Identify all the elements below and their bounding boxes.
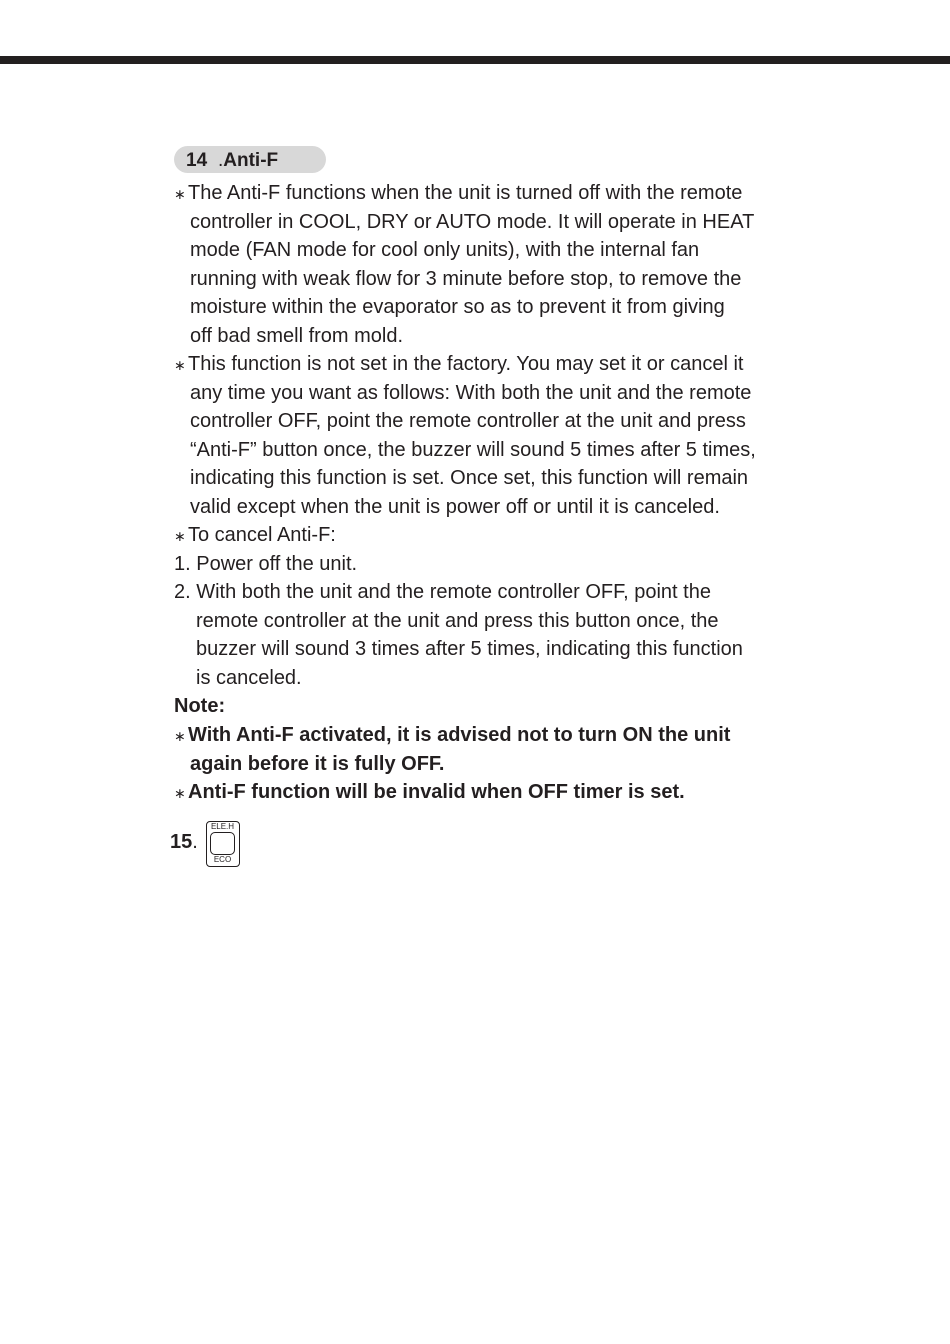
para2-line: This function is not set in the factory. You may set it or cancel it: [188, 353, 744, 375]
eco-button-face: [210, 832, 235, 855]
section-title: [218, 150, 278, 172]
para2-line: indicating this function is set. Once set, this function will remain: [190, 467, 749, 489]
bullet-icon: ∗: [174, 785, 186, 801]
note-2: Anti-F function will be invalid when OFF timer is set.: [188, 781, 685, 803]
cancel-heading: To cancel Anti-F:: [188, 524, 336, 546]
cancel-step-2-line: buzzer will sound 3 times after 5 times, indicating this function: [196, 638, 743, 660]
top-rule: [0, 56, 950, 64]
bullet-icon: ∗: [174, 528, 186, 544]
bullet-icon: ∗: [174, 357, 186, 373]
cancel-step-1: 1. Power off the unit.: [174, 553, 358, 575]
para1-line: running with weak flow for 3 minute before stop, to remove the: [190, 268, 742, 290]
para1-line: The Anti-F functions when the unit is turned off with the remote: [188, 182, 743, 204]
eco-button-icon: [206, 821, 240, 867]
bullet-icon: ∗: [174, 728, 186, 744]
cancel-step-2-line: is canceled.: [196, 667, 302, 689]
para2-line: valid except when the unit is power off or until it is canceled.: [190, 496, 720, 518]
section-14-heading: [174, 146, 326, 173]
section-title-text: Anti-F: [223, 150, 279, 171]
para2-line: any time you want as follows: With both the unit and the remote: [190, 382, 752, 404]
cancel-step-2-line: 2. With both the unit and the remote controller OFF, point the: [174, 581, 711, 603]
para1-line: mode (FAN mode for cool only units), with the internal fan: [190, 239, 700, 261]
para2-line: controller OFF, point the remote controller at the unit and press: [190, 410, 746, 432]
eco-button-top-label: ELE.H: [210, 822, 235, 831]
section-15-dot: .: [192, 831, 198, 853]
section-number: 14: [186, 150, 208, 171]
section-15-number: [170, 829, 198, 855]
note-1-line: again before it is fully OFF.: [190, 753, 445, 775]
para1-line: controller in COOL, DRY or AUTO mode. It will operate in HEAT: [190, 211, 755, 233]
para1-line: off bad smell from mold.: [190, 325, 404, 347]
para2-line: “Anti-F” button once, the buzzer will sound 5 times after 5 times,: [190, 439, 756, 461]
bullet-icon: ∗: [174, 186, 186, 202]
note-label: Note:: [174, 695, 226, 717]
para1-line: moisture within the evaporator so as to prevent it from giving: [190, 296, 725, 318]
note-1-line: With Anti-F activated, it is advised not to turn ON the unit: [188, 724, 731, 746]
cancel-step-2-line: remote controller at the unit and press this button once, the: [196, 610, 719, 632]
section-15-number-text: 15: [170, 831, 193, 853]
section-title-dot: .: [218, 150, 224, 171]
eco-button-bottom-label: ECO: [213, 855, 232, 864]
